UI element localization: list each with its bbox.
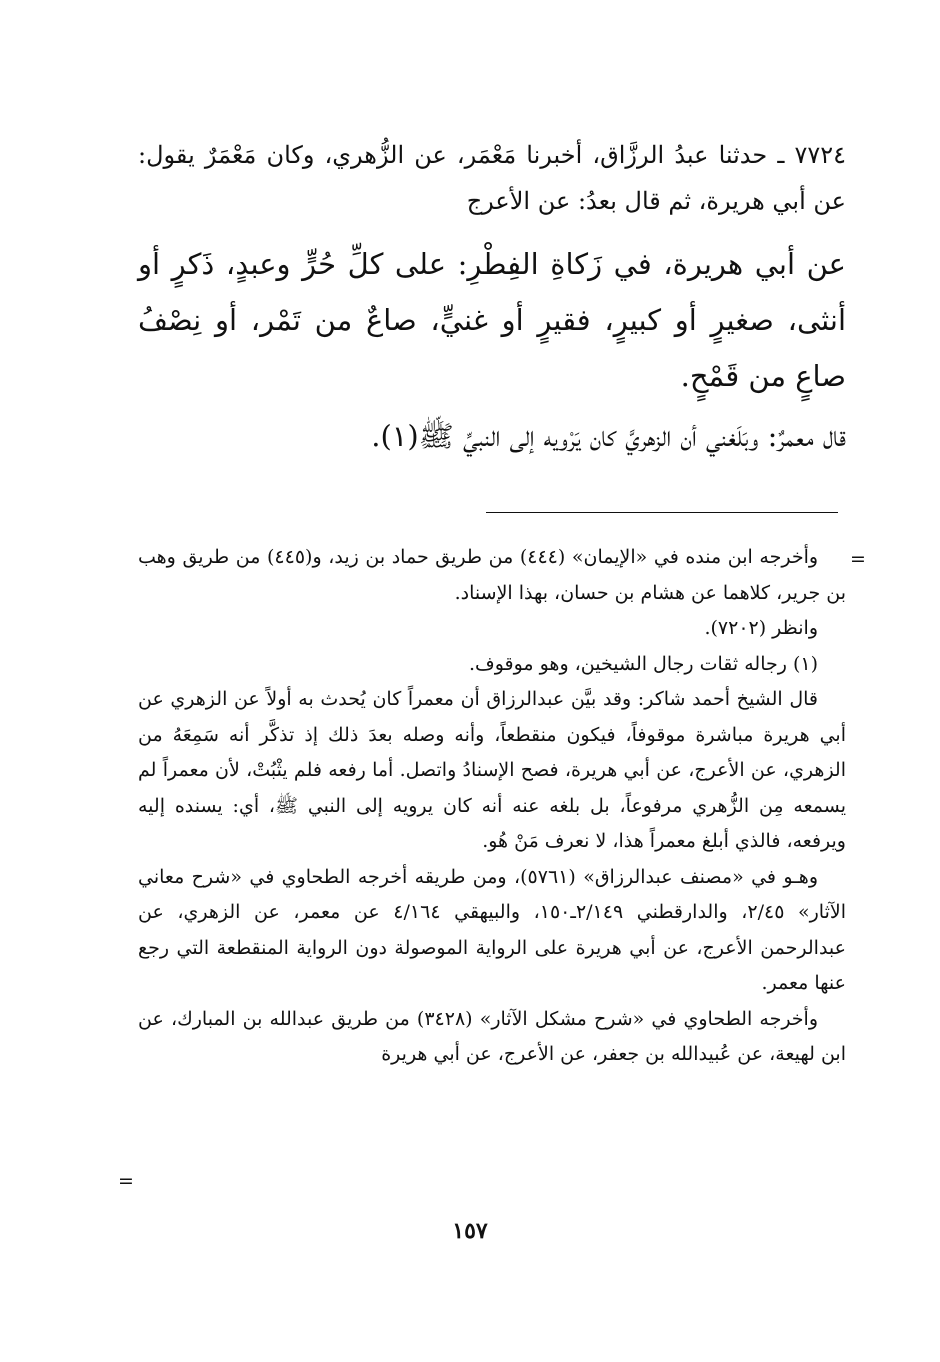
footnote-separator — [486, 512, 838, 513]
footnote-takhrij-ibn-mandah: وأخرجه ابن منده في «الإيمان» (٤٤٤) من طريق حماد بن زيد، و(٤٤٥) من طريق وهب بن جرير، كلاهما عن هشام بن حسان، بهذا الإسناد. — [138, 546, 846, 604]
continuation-mark-bottom: = — [118, 1170, 134, 1192]
footnote-tahawi-mushkil: وأخرجه الطحاوي في «شرح مشكل الآثار» (٣٤٢٨) من طريق عبدالله بن المبارك، عن ابن لهيعة، عن عُبيدالله بن جعفر، عن الأعرج، عن أبي هريرة — [138, 1007, 846, 1065]
hadith-matn: عن أبي هريرة، في زَكاةِ الفِطْرِ: على كلِّ حُرٍّ وعبدٍ، ذَكرٍ أو أنثى، صغيرٍ أو كبيرٍ، فقيرٍ أو غنيٍّ، صاعٌ من تَمْر، أو نِصْفُ صاعٍ من قَمْحٍ. — [138, 247, 846, 393]
footnote-see-also: وانظر (٧٢٠٢). — [704, 617, 818, 639]
continuation-mark-top: = — [850, 548, 866, 570]
page-number: ١٥٧ — [452, 1218, 488, 1244]
footnote-1-grading: (١) رجاله ثقات رجال الشيخين، وهو موقوف. — [468, 652, 818, 675]
footnote-shakir-comment: قال الشيخ أحمد شاكر: وقد بيَّن عبدالرزاق أن معمراً كان يُحدث به أولاً عن الزهري عن أبي هريرة مباشرة موقوفاً، فيكون منقطعاً، وأنه وصله بعدَ ذلك إذ تذكَّر أنه سَمِعَهُ من الزهري، عن الأعرج، عن أبي هريرة، فصح الإسنادُ واتصل. أما رفعه فلم يثْبُتْ، لأن معمراً لم يسمعه مِن الزُّهري مرفوعاً، بل بلغه عنه أنه كان يرويه إلى النبي ﷺ، أي: يسنده إليه ويرفعه، فالذي أبلغ معمراً هذا، لا نعرف مَنْ هُو. — [138, 688, 846, 852]
hadith-footer-note: قال معمرٌ: وبَلَغني أن الزهريَّ كان يَرْويه إلى النبيِّ ﷺ(١). — [371, 419, 846, 453]
footnotes-section — [138, 540, 846, 1073]
hadith-isnad: ٧٧٢٤ ـ حدثنا عبدُ الرزَّاق، أخبرنا مَعْمَر، عن الزُّهري، وكان مَعْمَرٌ يقول: عن أبي هريرة، ثم قال بعدُ: عن الأعرج — [138, 141, 846, 215]
footnote-musannaf-reference: وهـو في «مصنف عبدالرزاق» (٥٧٦١)، ومن طريقه أخرجه الطحاوي في «شرح معاني الآثار» ٢/٤٥، والدارقطني ٢/١٤٩ـ١٥٠، والبيهقي ٤/١٦٤ عن معمر، عن الزهري، عن عبدالرحمن الأعرج، عن أبي هريرة على الرواية الموصولة دون الرواية المنقطعة التي رجع عنها معمر. — [138, 865, 846, 994]
